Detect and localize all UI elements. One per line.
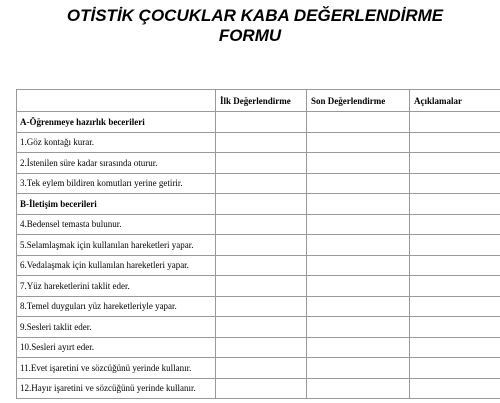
table-row xyxy=(17,153,500,174)
table-row xyxy=(17,194,500,215)
last-evaluation-cell[interactable] xyxy=(307,112,410,133)
notes-cell[interactable] xyxy=(410,337,500,358)
table-row xyxy=(17,358,500,379)
notes-cell[interactable] xyxy=(410,255,500,276)
table-row xyxy=(17,214,500,235)
last-evaluation-cell[interactable] xyxy=(307,296,410,317)
first-evaluation-cell[interactable] xyxy=(216,194,307,215)
row-label: 3.Tek eylem bildiren komutları yerine getirir. xyxy=(17,173,216,194)
table-row xyxy=(17,112,500,133)
first-evaluation-cell[interactable] xyxy=(216,255,307,276)
notes-cell[interactable] xyxy=(410,235,500,256)
header-notes: Açıklamalar xyxy=(410,90,500,112)
notes-cell[interactable] xyxy=(410,173,500,194)
row-label: 8.Temel duyguları yüz hareketleriyle yapar. xyxy=(17,296,216,317)
notes-cell[interactable] xyxy=(410,153,500,174)
notes-cell[interactable] xyxy=(410,358,500,379)
table-header-row xyxy=(17,90,500,112)
row-label: 7.Yüz hareketlerini taklit eder. xyxy=(17,276,216,297)
table-row xyxy=(17,132,500,153)
first-evaluation-cell[interactable] xyxy=(216,112,307,133)
table-row xyxy=(17,276,500,297)
last-evaluation-cell[interactable] xyxy=(307,276,410,297)
first-evaluation-cell[interactable] xyxy=(216,235,307,256)
table-row xyxy=(17,173,500,194)
row-label: 4.Bedensel temasta bulunur. xyxy=(17,214,216,235)
last-evaluation-cell[interactable] xyxy=(307,153,410,174)
row-label: 2.İstenilen süre kadar sırasında oturur. xyxy=(17,153,216,174)
row-label: 12.Hayır işaretini ve sözcüğünü yerinde kullanır. xyxy=(17,378,216,399)
last-evaluation-cell[interactable] xyxy=(307,194,410,215)
form-title-line-2: FORMU xyxy=(218,26,282,45)
row-label: 10.Sesleri ayırt eder. xyxy=(17,337,216,358)
last-evaluation-cell[interactable] xyxy=(307,214,410,235)
last-evaluation-cell[interactable] xyxy=(307,337,410,358)
notes-cell[interactable] xyxy=(410,317,500,338)
table-row xyxy=(17,337,500,358)
table-row xyxy=(17,235,500,256)
table-row xyxy=(17,317,500,338)
notes-cell[interactable] xyxy=(410,276,500,297)
first-evaluation-cell[interactable] xyxy=(216,317,307,338)
header-item-column xyxy=(17,90,216,112)
first-evaluation-cell[interactable] xyxy=(216,214,307,235)
first-evaluation-cell[interactable] xyxy=(216,132,307,153)
first-evaluation-cell[interactable] xyxy=(216,378,307,399)
row-label: 1.Göz kontağı kurar. xyxy=(17,132,216,153)
first-evaluation-cell[interactable] xyxy=(216,296,307,317)
first-evaluation-cell[interactable] xyxy=(216,173,307,194)
last-evaluation-cell[interactable] xyxy=(307,378,410,399)
row-label: B-İletişim becerileri xyxy=(17,194,216,215)
last-evaluation-cell[interactable] xyxy=(307,317,410,338)
form-title xyxy=(0,6,500,46)
table-row xyxy=(17,296,500,317)
first-evaluation-cell[interactable] xyxy=(216,276,307,297)
row-label: 9.Sesleri taklit eder. xyxy=(17,317,216,338)
table-row xyxy=(17,255,500,276)
last-evaluation-cell[interactable] xyxy=(307,173,410,194)
notes-cell[interactable] xyxy=(410,194,500,215)
last-evaluation-cell[interactable] xyxy=(307,358,410,379)
notes-cell[interactable] xyxy=(410,378,500,399)
notes-cell[interactable] xyxy=(410,132,500,153)
row-label: 5.Selamlaşmak için kullanılan hareketleri yapar. xyxy=(17,235,216,256)
row-label: 11.Evet işaretini ve sözcüğünü yerinde kullanır. xyxy=(17,358,216,379)
evaluation-table xyxy=(16,89,500,399)
table-row xyxy=(17,378,500,399)
last-evaluation-cell[interactable] xyxy=(307,255,410,276)
row-label: 6.Vedalaşmak için kullanılan hareketleri yapar. xyxy=(17,255,216,276)
first-evaluation-cell[interactable] xyxy=(216,358,307,379)
last-evaluation-cell[interactable] xyxy=(307,132,410,153)
notes-cell[interactable] xyxy=(410,296,500,317)
header-first-evaluation: İlk Değerlendirme xyxy=(216,90,307,112)
notes-cell[interactable] xyxy=(410,214,500,235)
last-evaluation-cell[interactable] xyxy=(307,235,410,256)
form-title-line-1: OTİSTİK ÇOCUKLAR KABA DEĞERLENDİRME xyxy=(66,6,444,25)
notes-cell[interactable] xyxy=(410,112,500,133)
first-evaluation-cell[interactable] xyxy=(216,337,307,358)
row-label: A-Öğrenmeye hazırlık becerileri xyxy=(17,112,216,133)
first-evaluation-cell[interactable] xyxy=(216,153,307,174)
header-last-evaluation: Son Değerlendirme xyxy=(307,90,410,112)
